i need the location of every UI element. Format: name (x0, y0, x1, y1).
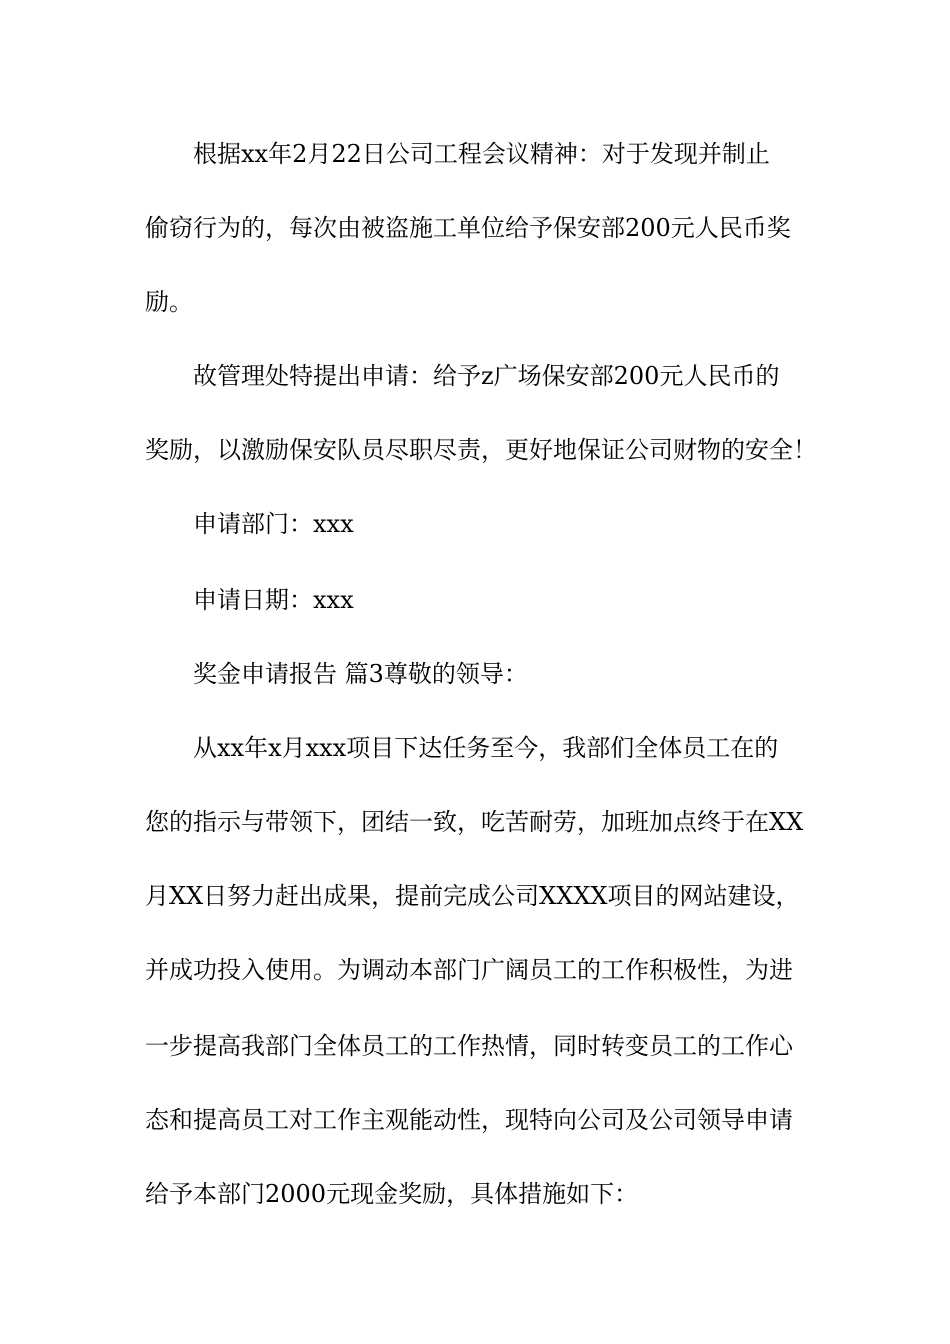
paragraph-3-line-5: 一步提高我部门全体员工的工作热情，同时转变员工的工作心 (145, 1032, 793, 1060)
applicant-department: 申请部门：xxx (193, 510, 354, 538)
paragraph-3-line-7: 给予本部门2000元现金奖励，具体措施如下： (145, 1180, 639, 1208)
paragraph-1-line-3: 励。 (145, 288, 193, 316)
paragraph-3-line-6: 态和提高员工对工作主观能动性，现特向公司及公司领导申请 (145, 1106, 793, 1134)
paragraph-3-line-1: 从xx年x月xxx项目下达任务至今，我部们全体员工在的 (193, 734, 779, 762)
paragraph-3-line-2: 您的指示与带领下，团结一致，吃苦耐劳，加班加点终于在XX (145, 808, 804, 836)
paragraph-3-line-3: 月XX日努力赶出成果，提前完成公司XXXX项目的网站建设， (145, 882, 800, 910)
section-heading: 奖金申请报告 篇3尊敬的领导： (193, 660, 528, 688)
paragraph-2-line-1: 故管理处特提出申请：给予z广场保安部200元人民币的 (193, 362, 780, 390)
paragraph-2-line-2: 奖励，以激励保安队员尽职尽责，更好地保证公司财物的安全！ (145, 436, 817, 464)
paragraph-3-line-4: 并成功投入使用。为调动本部门广阔员工的工作积极性，为进 (145, 956, 793, 984)
application-date: 申请日期：xxx (193, 586, 354, 614)
paragraph-1-line-2: 偷窃行为的，每次由被盗施工单位给予保安部200元人民币奖 (145, 214, 791, 242)
paragraph-1-line-1: 根据xx年2月22日公司工程会议精神：对于发现并制止 (193, 140, 770, 168)
